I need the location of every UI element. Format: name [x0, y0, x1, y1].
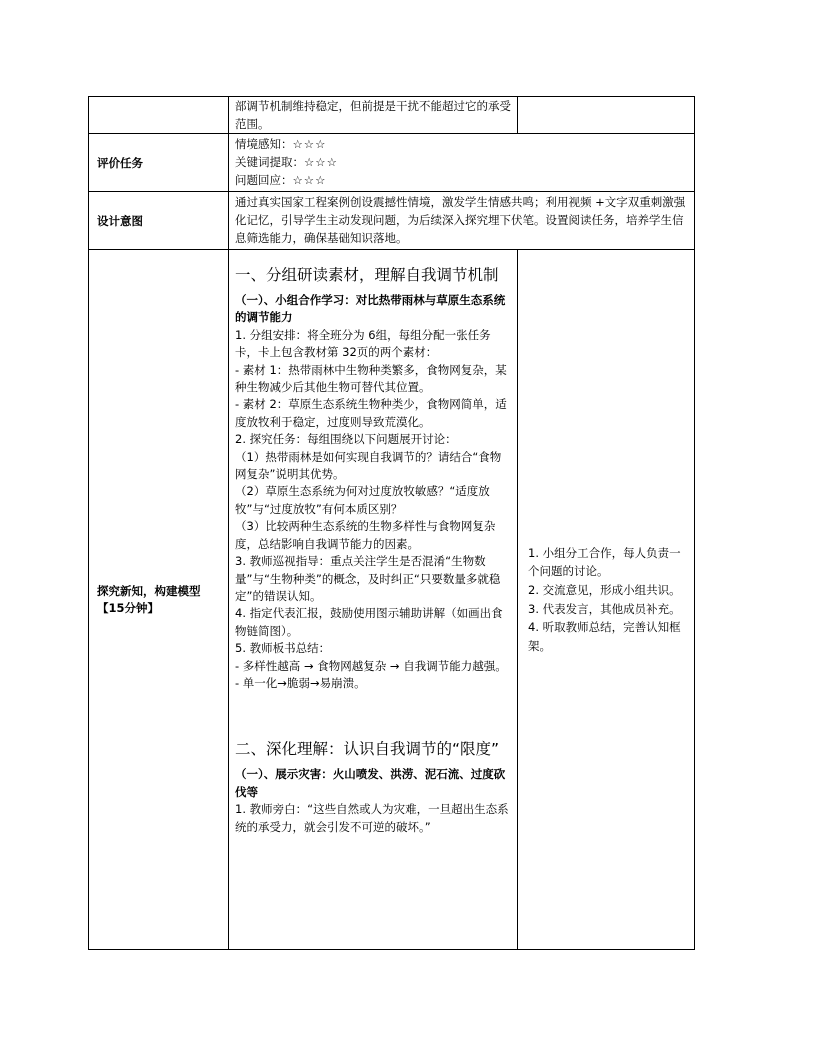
eval-items [229, 134, 695, 192]
eval-item [235, 171, 688, 189]
subsection-heading-1: （一）、小组合作学习：对比热带雨林与草原生态系统的调节能力 [235, 293, 506, 325]
empty-label-cell [89, 97, 229, 134]
section-heading-2: 二、深化理解：认识自我调节的“限度” [235, 740, 500, 759]
paragraph: - 素材 1：热带雨林中生物种类繁多，食物网复杂，某种生物减少后其他生物可替代其位置。 [235, 362, 507, 395]
teacher-activity [229, 250, 518, 950]
paragraph: （2）草原生态系统为何对过度放牧敏感？“适度放牧”与“过度放牧”有何本质区别？ [235, 484, 490, 516]
star-rating: ☆☆☆ [292, 137, 327, 151]
paragraph: - 素材 2：草原生态系统生物种类少，食物网简单，适度放牧利于稳定，过度则导致荒漠化。 [235, 397, 507, 429]
table-row [89, 134, 695, 192]
paragraph: 1. 教师旁白：“这些自然或人为灾难，一旦超出生态系统的承受力，就会引发不可逆的破坏。” [235, 802, 509, 834]
section-2-lines [235, 801, 511, 836]
eval-item-name: 关键词提取： [235, 155, 304, 169]
explore-label-line2: 【15分钟】 [97, 600, 160, 615]
design-label: 设计意图 [89, 192, 229, 250]
star-rating: ☆☆☆ [304, 155, 338, 169]
paragraph: 5. 教师板书总结： [235, 641, 331, 656]
lesson-plan-table [88, 96, 686, 950]
list-item: 2. 交流意见，形成小组共识。 [528, 582, 681, 597]
paragraph: - 多样性越高 → 食物网越复杂 → 自我调节能力越强。 [235, 658, 507, 673]
eval-item [235, 135, 688, 153]
design-text: 通过真实国家工程案例创设震撼性情境，激发学生情感共鸣；利用视频 +文字双重刺激强化记忆，引导学生主动发现问题，为后续深入探究埋下伏笔。设置阅读任务，培养学生信息筛选能力，确保基础知识落地。 [229, 192, 695, 250]
empty-right-cell [518, 97, 695, 134]
list-item: 1. 小组分工合作，每人负责一个问题的讨论。 [528, 545, 681, 579]
table-row [89, 250, 695, 950]
section-1-lines [235, 327, 511, 693]
eval-label: 评价任务 [89, 134, 229, 192]
eval-item-name: 问题回应： [235, 173, 293, 187]
lesson-table [88, 96, 695, 950]
paragraph: 3. 教师巡视指导：重点关注学生是否混淆“生物数量”与“生物种类”的概念，及时纠正“只要数量多就稳定”的错误认知。 [235, 554, 501, 603]
explore-label-line1: 探究新知，构建模型 [97, 583, 201, 598]
paragraph: 1. 分组安排：将全班分为 6组，每组分配一张任务卡，卡上包含教材第 32页的两个素材： [235, 327, 491, 360]
explore-label [89, 250, 229, 950]
eval-item-name: 情境感知： [235, 137, 293, 151]
table-row [89, 192, 695, 250]
table-row [89, 97, 695, 134]
list-item: 4. 听取教师总结，完善认知框架。 [528, 620, 681, 653]
star-rating: ☆☆☆ [292, 173, 327, 187]
paragraph: 2. 探究任务：每组围绕以下问题展开讨论： [235, 432, 457, 447]
section-heading-1: 一、分组研读素材，理解自我调节机制 [235, 266, 499, 284]
subsection-heading-2: （一）、展示灾害：火山喷发、洪涝、泥石流、过度砍伐等 [235, 767, 506, 799]
student-activity [518, 250, 695, 950]
paragraph: （1）热带雨林是如何实现自我调节的？请结合“食物网复杂”说明其优势。 [235, 449, 502, 482]
continuation-text: 部调节机制维持稳定，但前提是干扰不能超过它的承受范围。 [229, 97, 518, 134]
paragraph: （3）比较两种生态系统的生物多样性与食物网复杂度，总结影响自我调节能力的因素。 [235, 519, 496, 551]
eval-item [235, 153, 688, 171]
list-item: 3. 代表发言，其他成员补充。 [528, 601, 681, 616]
paragraph: - 单一化→脆弱→易崩溃。 [235, 675, 366, 690]
paragraph: 4. 指定代表汇报，鼓励使用图示辅助讲解（如画出食物链简图）。 [235, 606, 503, 638]
